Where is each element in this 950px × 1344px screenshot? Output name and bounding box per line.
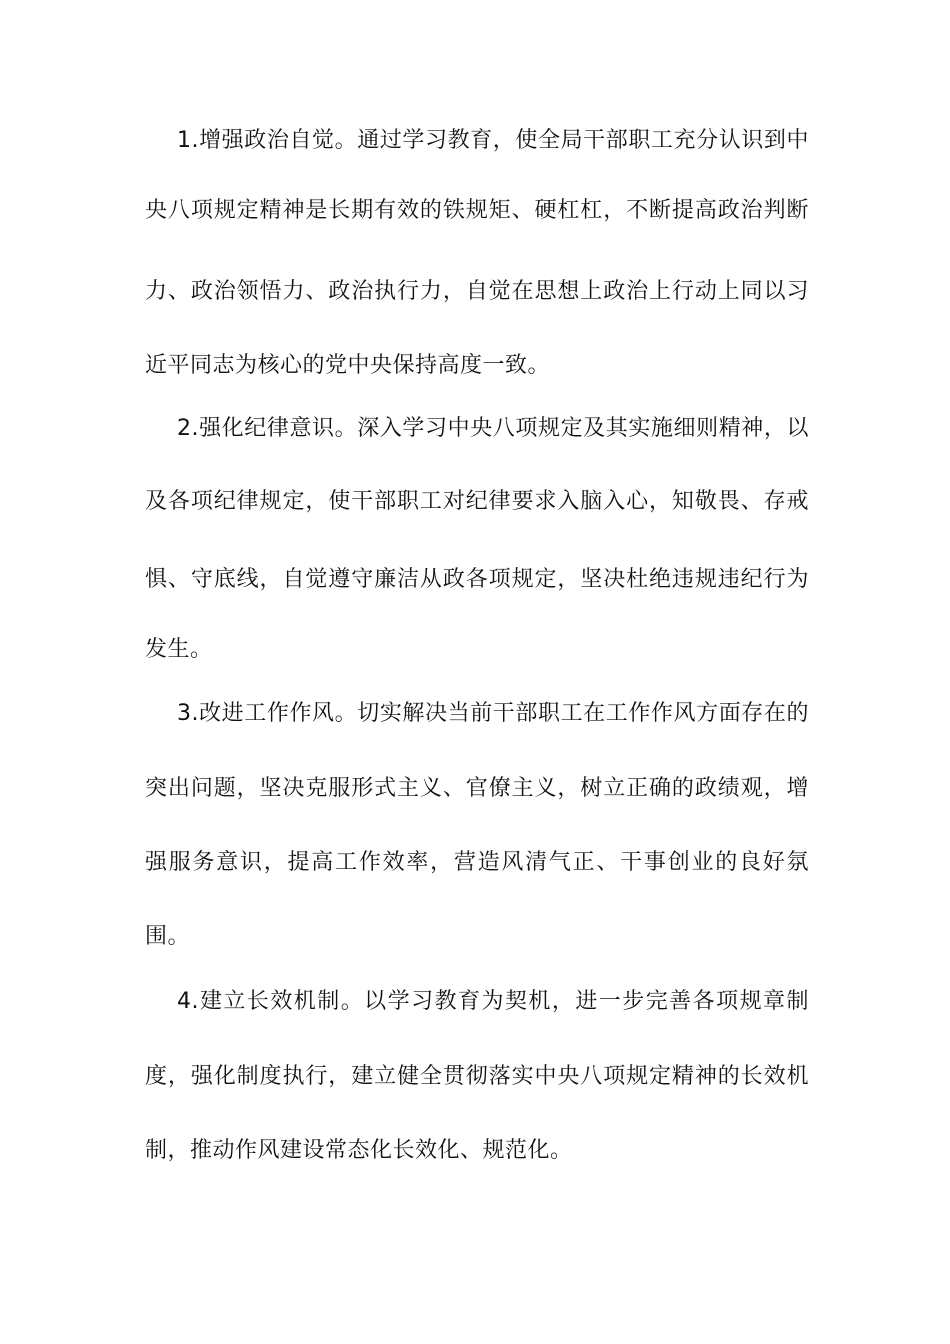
paragraph-3-line-1: 3.改进工作作风。切实解决当前干部职工在工作作风方面存在的 bbox=[177, 701, 809, 726]
paragraph-2-line-1: 2.强化纪律意识。深入学习中央八项规定及其实施细则精神，以 bbox=[177, 416, 809, 441]
paragraph-3-line-4: 围。 bbox=[145, 924, 191, 949]
paragraph-4-line-1: 4.建立长效机制。以学习教育为契机，进一步完善各项规章制 bbox=[177, 989, 809, 1014]
paragraph-4-line-2: 度，强化制度执行，建立健全贯彻落实中央八项规定精神的长效机 bbox=[145, 1064, 809, 1089]
paragraph-1-line-3: 力、政治领悟力、政治执行力，自觉在思想上政治上行动上同以习 bbox=[145, 279, 809, 304]
paragraph-1-line-1: 1.增强政治自觉。通过学习教育，使全局干部职工充分认识到中 bbox=[177, 128, 809, 153]
paragraph-4-line-3: 制，推动作风建设常态化长效化、规范化。 bbox=[145, 1138, 573, 1163]
paragraph-1-line-2: 央八项规定精神是长期有效的铁规矩、硬杠杠，不断提高政治判断 bbox=[145, 198, 809, 223]
paragraph-2-line-4: 发生。 bbox=[145, 637, 213, 662]
paragraph-3-line-2: 突出问题，坚决克服形式主义、官僚主义，树立正确的政绩观，增 bbox=[145, 776, 809, 801]
paragraph-3-line-3: 强服务意识，提高工作效率，营造风清气正、干事创业的良好氛 bbox=[145, 850, 809, 875]
paragraph-1-line-4: 近平同志为核心的党中央保持高度一致。 bbox=[145, 353, 551, 378]
paragraph-2-line-2: 及各项纪律规定，使干部职工对纪律要求入脑入心，知敬畏、存戒 bbox=[145, 489, 809, 514]
paragraph-2-line-3: 惧、守底线，自觉遵守廉洁从政各项规定，坚决杜绝违规违纪行为 bbox=[145, 567, 809, 592]
